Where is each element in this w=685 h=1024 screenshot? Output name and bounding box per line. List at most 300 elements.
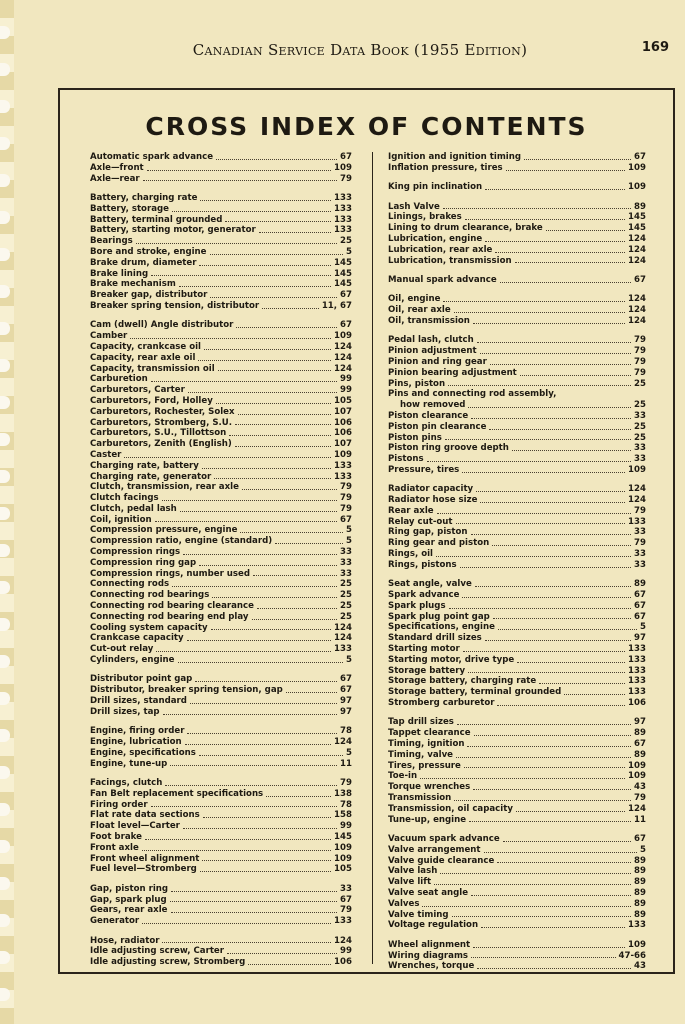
index-entry (90, 374, 352, 385)
index-entry-label: Generator (90, 916, 140, 927)
index-entry-label: Ring gap, piston (388, 527, 468, 538)
index-entry-label: Carburetion (90, 374, 148, 385)
index-entry (90, 215, 352, 226)
index-entry (90, 193, 352, 204)
dot-leader (136, 243, 337, 244)
index-entry-label: Standard drill sizes (388, 633, 482, 644)
index-entry-label: Oil, engine (388, 294, 441, 305)
index-entry-page: 124 (334, 935, 352, 946)
index-entry (388, 877, 646, 888)
index-entry (90, 482, 352, 493)
index-entry-label: Idle adjusting screw, Stromberg (90, 957, 246, 968)
index-entry (90, 258, 352, 269)
index-entry-page: 145 (334, 279, 352, 290)
index-entry-label: Pins and connecting rod assembly, (388, 389, 557, 400)
index-entry-page: 133 (334, 471, 352, 482)
index-entry-page: 79 (340, 778, 352, 788)
index-letter-group (388, 484, 646, 570)
index-entry-label: Oil, rear axle (388, 305, 451, 316)
index-entry-label: Timing, ignition (388, 739, 465, 749)
index-entry-page: 67 (634, 590, 646, 601)
index-entry-label: Drill sizes, standard (90, 696, 187, 707)
index-entry-label: Tappet clearance (388, 728, 471, 739)
index-entry (90, 864, 352, 875)
index-entry-label: Battery, storage (90, 203, 169, 214)
index-entry-page: 109 (334, 853, 352, 864)
index-entry (388, 294, 646, 305)
dot-leader (524, 159, 631, 160)
index-entry (90, 895, 352, 906)
index-entry-page: 79 (634, 346, 646, 357)
index-entry (90, 707, 352, 718)
index-entry-page: 133 (628, 665, 646, 676)
index-entry-label: Valve lift (388, 877, 432, 888)
dot-leader (464, 767, 625, 768)
index-entry-label: Storage battery, charging rate (388, 676, 537, 687)
index-entry (90, 946, 352, 957)
index-entry-page: 5 (640, 622, 646, 633)
index-entry-page: 79 (634, 792, 646, 803)
index-entry-page: 67 (634, 274, 646, 285)
index-entry (90, 163, 352, 174)
index-entry-label: Coil, ignition (90, 514, 152, 525)
index-entry-page: 99 (340, 374, 352, 385)
index-entry-page: 106 (334, 417, 352, 428)
index-entry-label: Breaker spring tension, distributor (90, 300, 260, 311)
index-entry-page: 11, 67 (321, 300, 352, 311)
dot-leader (211, 629, 331, 630)
index-entry (90, 696, 352, 707)
dot-leader (162, 942, 331, 943)
dot-leader (457, 724, 631, 725)
index-entry (90, 236, 352, 247)
index-entry-page: 133 (628, 654, 646, 665)
index-entry (388, 633, 646, 644)
index-entry (90, 800, 352, 811)
index-entry-label: Charging rate, battery (90, 460, 199, 471)
index-entry (90, 623, 352, 634)
index-entry-label: Lash Valve (388, 201, 440, 212)
index-entry (90, 428, 352, 439)
index-entry-page: 25 (634, 421, 646, 432)
index-entry-label: Rings, oil (388, 549, 433, 560)
index-entry (90, 579, 352, 590)
index-entry-label: Wrenches, torque (388, 961, 475, 972)
index-entry-page: 25 (340, 236, 352, 247)
dot-leader (422, 906, 631, 907)
index-entry-label: Pinion and ring gear (388, 356, 487, 367)
dot-leader (437, 513, 631, 514)
index-letter-group (90, 193, 352, 312)
dot-leader (199, 755, 343, 756)
index-entry (388, 920, 646, 931)
index-entry-page: 99 (340, 385, 352, 396)
dot-leader (490, 364, 631, 365)
dot-leader (460, 567, 631, 568)
dot-leader (286, 692, 337, 693)
index-entry (388, 549, 646, 560)
index-entry (90, 269, 352, 280)
dot-leader (445, 439, 631, 440)
index-entry (388, 212, 646, 223)
index-entry-label: Torque wrenches (388, 782, 471, 793)
index-entry-page: 67 (634, 152, 646, 162)
index-entry (90, 810, 352, 821)
index-entry-page: 89 (634, 728, 646, 739)
index-entry (388, 506, 646, 517)
index-entry-label: Lubrication, rear axle (388, 244, 493, 255)
index-letter-group (388, 275, 646, 286)
index-entry (90, 353, 352, 364)
index-entry-page: 67 (340, 514, 352, 525)
dot-leader (454, 312, 625, 313)
index-entry-page: 43 (634, 961, 646, 972)
index-entry-label: Tune-up, engine (388, 814, 467, 825)
dot-leader (462, 597, 631, 598)
index-entry-label: Inflation pressure, tires (388, 162, 503, 173)
index-entry-label: Caster (90, 449, 122, 460)
index-entry (388, 590, 646, 601)
index-entry-page: 89 (634, 909, 646, 920)
index-entry (388, 346, 646, 357)
index-entry-label: Rings, pistons (388, 559, 457, 570)
index-entry-label: Radiator capacity (388, 484, 474, 495)
dot-leader (155, 521, 337, 522)
index-entry (388, 866, 646, 877)
index-entry-label: Compression ring gap (90, 557, 197, 568)
index-entry-label: Carburetors, Rochester, Solex (90, 406, 235, 417)
index-entry (90, 590, 352, 601)
index-entry-label: Storage battery (388, 665, 466, 676)
index-entry (388, 601, 646, 612)
index-entry (388, 275, 646, 286)
index-entry-page: 79 (634, 335, 646, 346)
index-entry (388, 676, 646, 687)
index-entry-label: Engine, specifications (90, 747, 196, 758)
index-entry (90, 832, 352, 843)
index-column-left (90, 152, 352, 977)
dot-leader (427, 461, 631, 462)
index-entry-label: Piston clearance (388, 410, 469, 421)
dot-leader (462, 472, 625, 473)
index-letter-group (90, 778, 352, 875)
index-entry (388, 305, 646, 316)
index-entry-page: 158 (334, 810, 352, 821)
dot-leader (471, 895, 631, 896)
dot-leader (195, 681, 337, 682)
dot-leader (124, 457, 331, 458)
index-entry (90, 759, 352, 770)
index-entry-page: 33 (634, 549, 646, 560)
index-entry (388, 815, 646, 826)
index-entry-label: Tap drill sizes (388, 717, 454, 728)
index-entry (388, 433, 646, 444)
index-entry-page: 105 (334, 395, 352, 406)
index-entry-page: 124 (628, 495, 646, 506)
index-entry-page: 133 (628, 516, 646, 527)
dot-leader (188, 392, 337, 393)
dot-leader (262, 308, 319, 309)
index-entry (388, 834, 646, 845)
index-entry (90, 957, 352, 968)
index-entry-label: Stromberg carburetor (388, 698, 495, 709)
index-entry-label: Capacity, transmission oil (90, 363, 215, 374)
index-entry-label: Wiring diagrams (388, 950, 469, 961)
index-entry-page: 133 (334, 192, 352, 203)
index-entry-label: how removed (400, 400, 466, 411)
index-entry (388, 316, 646, 327)
index-letter-group (388, 152, 646, 174)
index-entry-label: Brake drum, diameter (90, 257, 197, 268)
dot-leader (236, 327, 337, 328)
index-entry-label: Clutch facings (90, 493, 159, 504)
index-entry-label: Firing order (90, 799, 148, 810)
index-entry (90, 685, 352, 696)
index-entry (388, 899, 646, 910)
index-entry-label: Fan Belt replacement specifications (90, 788, 264, 799)
index-entry-label: Radiator hose size (388, 495, 478, 506)
index-entry (90, 748, 352, 759)
dot-leader (506, 170, 625, 171)
dot-leader (489, 429, 631, 430)
index-entry-label: Drill sizes, tap (90, 706, 160, 717)
index-entry (388, 666, 646, 677)
index-entry (90, 601, 352, 612)
index-entry (388, 750, 646, 761)
dot-leader (564, 694, 625, 695)
page-number: 169 (641, 40, 669, 55)
dot-leader (171, 912, 338, 913)
dot-leader (480, 502, 625, 503)
index-entry-page: 99 (340, 821, 352, 832)
index-entry-page: 33 (634, 443, 646, 454)
dot-leader (216, 403, 331, 404)
index-entry-label: Spark plugs (388, 600, 446, 611)
dot-leader (520, 375, 631, 376)
dot-leader (142, 923, 331, 924)
index-entry (90, 342, 352, 353)
index-entry-label: Clutch, transmission, rear axle (90, 482, 239, 493)
index-entry-page: 89 (634, 749, 646, 760)
index-entry-label: Flat rate data sections (90, 810, 200, 821)
index-entry (388, 961, 646, 972)
dot-leader (485, 640, 631, 641)
index-entry (90, 279, 352, 290)
index-entry (90, 674, 352, 685)
index-entry-page: 109 (628, 771, 646, 782)
index-entry-page: 145 (334, 257, 352, 268)
index-entry (90, 633, 352, 644)
index-entry-label: Breaker gap, distributor (90, 290, 208, 301)
index-entry-page: 97 (340, 696, 352, 707)
index-entry-label: Valve timing (388, 909, 449, 920)
dot-leader (227, 953, 337, 954)
dot-leader (253, 575, 337, 576)
index-entry-label: Front axle (90, 842, 139, 853)
index-entry-label: Distributor point gap (90, 674, 193, 685)
index-entry-page: 67 (634, 600, 646, 611)
index-entry-label: Starting motor, drive type (388, 654, 515, 665)
dot-leader (143, 180, 337, 181)
dot-leader (180, 511, 337, 512)
dot-leader (216, 159, 337, 160)
index-entry-label: Crankcase capacity (90, 633, 184, 644)
dot-leader (495, 252, 625, 253)
dot-leader (477, 342, 631, 343)
index-entry-label: Distributor, breaker spring tension, gap (90, 685, 283, 696)
index-entry-label: Gap, spark plug (90, 894, 167, 905)
index-entry-page: 5 (346, 525, 352, 536)
index-letter-group (90, 674, 352, 717)
index-entry-label: Pins, piston (388, 378, 446, 389)
index-entry-page: 109 (628, 182, 646, 193)
index-entry-page: 145 (334, 268, 352, 279)
dot-leader (266, 796, 331, 797)
dot-leader (172, 211, 331, 212)
index-entry-label: Ignition and ignition timing (388, 152, 521, 162)
index-entry-page: 33 (634, 527, 646, 538)
dot-leader (516, 811, 625, 812)
index-entry-page: 67 (634, 611, 646, 622)
index-entry (90, 204, 352, 215)
index-column-right (388, 152, 646, 981)
index-entry (388, 644, 646, 655)
index-entry-label: Carburetors, S.U., Tillottson (90, 428, 227, 439)
index-entry-label: Idle adjusting screw, Carter (90, 946, 224, 957)
index-entry-page: 25 (340, 579, 352, 590)
index-entry (90, 726, 352, 737)
index-entry (90, 569, 352, 580)
index-entry-label: Gap, piston ring (90, 883, 169, 894)
dot-leader (225, 221, 331, 222)
index-entry-page: 33 (340, 557, 352, 568)
dot-leader (468, 407, 631, 408)
index-entry-label: Compression rings, number used (90, 568, 251, 579)
index-entry-label: Capacity, crankcase oil (90, 341, 201, 352)
dot-leader (275, 543, 343, 544)
index-entry (388, 793, 646, 804)
dot-leader (456, 757, 631, 758)
dot-leader (147, 170, 331, 171)
index-entry-label: Carburetors, Zenith (English) (90, 439, 232, 450)
dot-leader (473, 789, 631, 790)
index-entry-page: 89 (634, 579, 646, 590)
index-entry-label: Carburetors, Ford, Holley (90, 395, 213, 406)
dot-leader (257, 608, 337, 609)
index-entry-page: 124 (334, 352, 352, 363)
index-entry (388, 560, 646, 571)
index-entry-page: 5 (640, 844, 646, 855)
index-entry-label: Fuel level—Stromberg (90, 864, 197, 875)
index-entry-label: Carburetors, Stromberg, S.U. (90, 417, 233, 428)
index-entry-label: Toe-in (388, 771, 418, 782)
index-entry (388, 845, 646, 856)
dot-leader (492, 545, 631, 546)
index-entry-label: Wheel alignment (388, 939, 471, 950)
index-entry-page: 105 (334, 864, 352, 875)
index-entry-label: Ring gear and piston (388, 538, 490, 549)
index-entry-page: 25 (340, 590, 352, 601)
dot-leader (434, 884, 631, 885)
index-entry-page: 25 (634, 432, 646, 443)
dot-leader (469, 821, 631, 822)
index-entry-page: 79 (634, 538, 646, 549)
dot-leader (185, 744, 331, 745)
dot-leader (481, 927, 625, 928)
index-entry-page: 79 (340, 503, 352, 514)
index-entry (388, 717, 646, 728)
index-entry-label: Engine, lubrication (90, 737, 182, 748)
dot-leader (471, 534, 632, 535)
index-entry-page: 67 (340, 674, 352, 685)
index-entry-page: 124 (334, 737, 352, 748)
index-entry (90, 558, 352, 569)
index-entry-label: Cooling system capacity (90, 622, 208, 633)
index-entry (388, 484, 646, 495)
dot-leader (517, 662, 625, 663)
dot-leader (187, 733, 337, 734)
dot-leader (443, 208, 631, 209)
dot-leader (212, 597, 337, 598)
index-entry-label: Compression rings (90, 547, 181, 558)
index-entry (90, 737, 352, 748)
column-divider (372, 152, 373, 964)
index-entry-label: Camber (90, 331, 128, 342)
dot-leader (235, 446, 331, 447)
index-entry-page: 25 (634, 400, 646, 411)
index-entry-label: Storage battery, terminal grounded (388, 687, 562, 698)
index-entry (388, 856, 646, 867)
index-entry (90, 290, 352, 301)
index-entry (388, 782, 646, 793)
index-entry-label: Valve arrangement (388, 844, 481, 855)
index-entry (90, 385, 352, 396)
index-entry-label: Capacity, rear axle oil (90, 352, 196, 363)
index-entry-label: Manual spark advance (388, 274, 497, 285)
index-entry-page: 25 (340, 611, 352, 622)
index-entry-label: Starting motor (388, 644, 460, 655)
index-entry-page: 79 (634, 367, 646, 378)
index-entry-page: 97 (634, 633, 646, 644)
index-entry (388, 655, 646, 666)
index-entry (388, 761, 646, 772)
index-entry-page: 5 (346, 747, 352, 758)
index-entry-page: 89 (634, 201, 646, 212)
dot-leader (165, 785, 337, 786)
index-entry (388, 152, 646, 163)
index-entry (388, 335, 646, 346)
index-entry-page: 67 (340, 894, 352, 905)
dot-leader (183, 554, 337, 555)
index-entry (90, 778, 352, 789)
index-entry-page: 133 (334, 203, 352, 214)
dot-leader (142, 850, 331, 851)
index-entry (388, 951, 646, 962)
index-entry (90, 547, 352, 558)
index-entry-label: Timing, valve (388, 749, 454, 760)
dot-leader (200, 200, 331, 201)
index-entry-label: Foot brake (90, 831, 142, 842)
index-entry-page: 124 (334, 633, 352, 644)
index-entry-label: Battery, starting motor, generator (90, 225, 256, 236)
index-entry (388, 256, 646, 267)
index-entry (388, 234, 646, 245)
dot-leader (202, 860, 331, 861)
index-entry-label: Piston ring groove depth (388, 443, 509, 454)
index-entry (90, 407, 352, 418)
index-entry (90, 461, 352, 472)
index-entry (388, 495, 646, 506)
